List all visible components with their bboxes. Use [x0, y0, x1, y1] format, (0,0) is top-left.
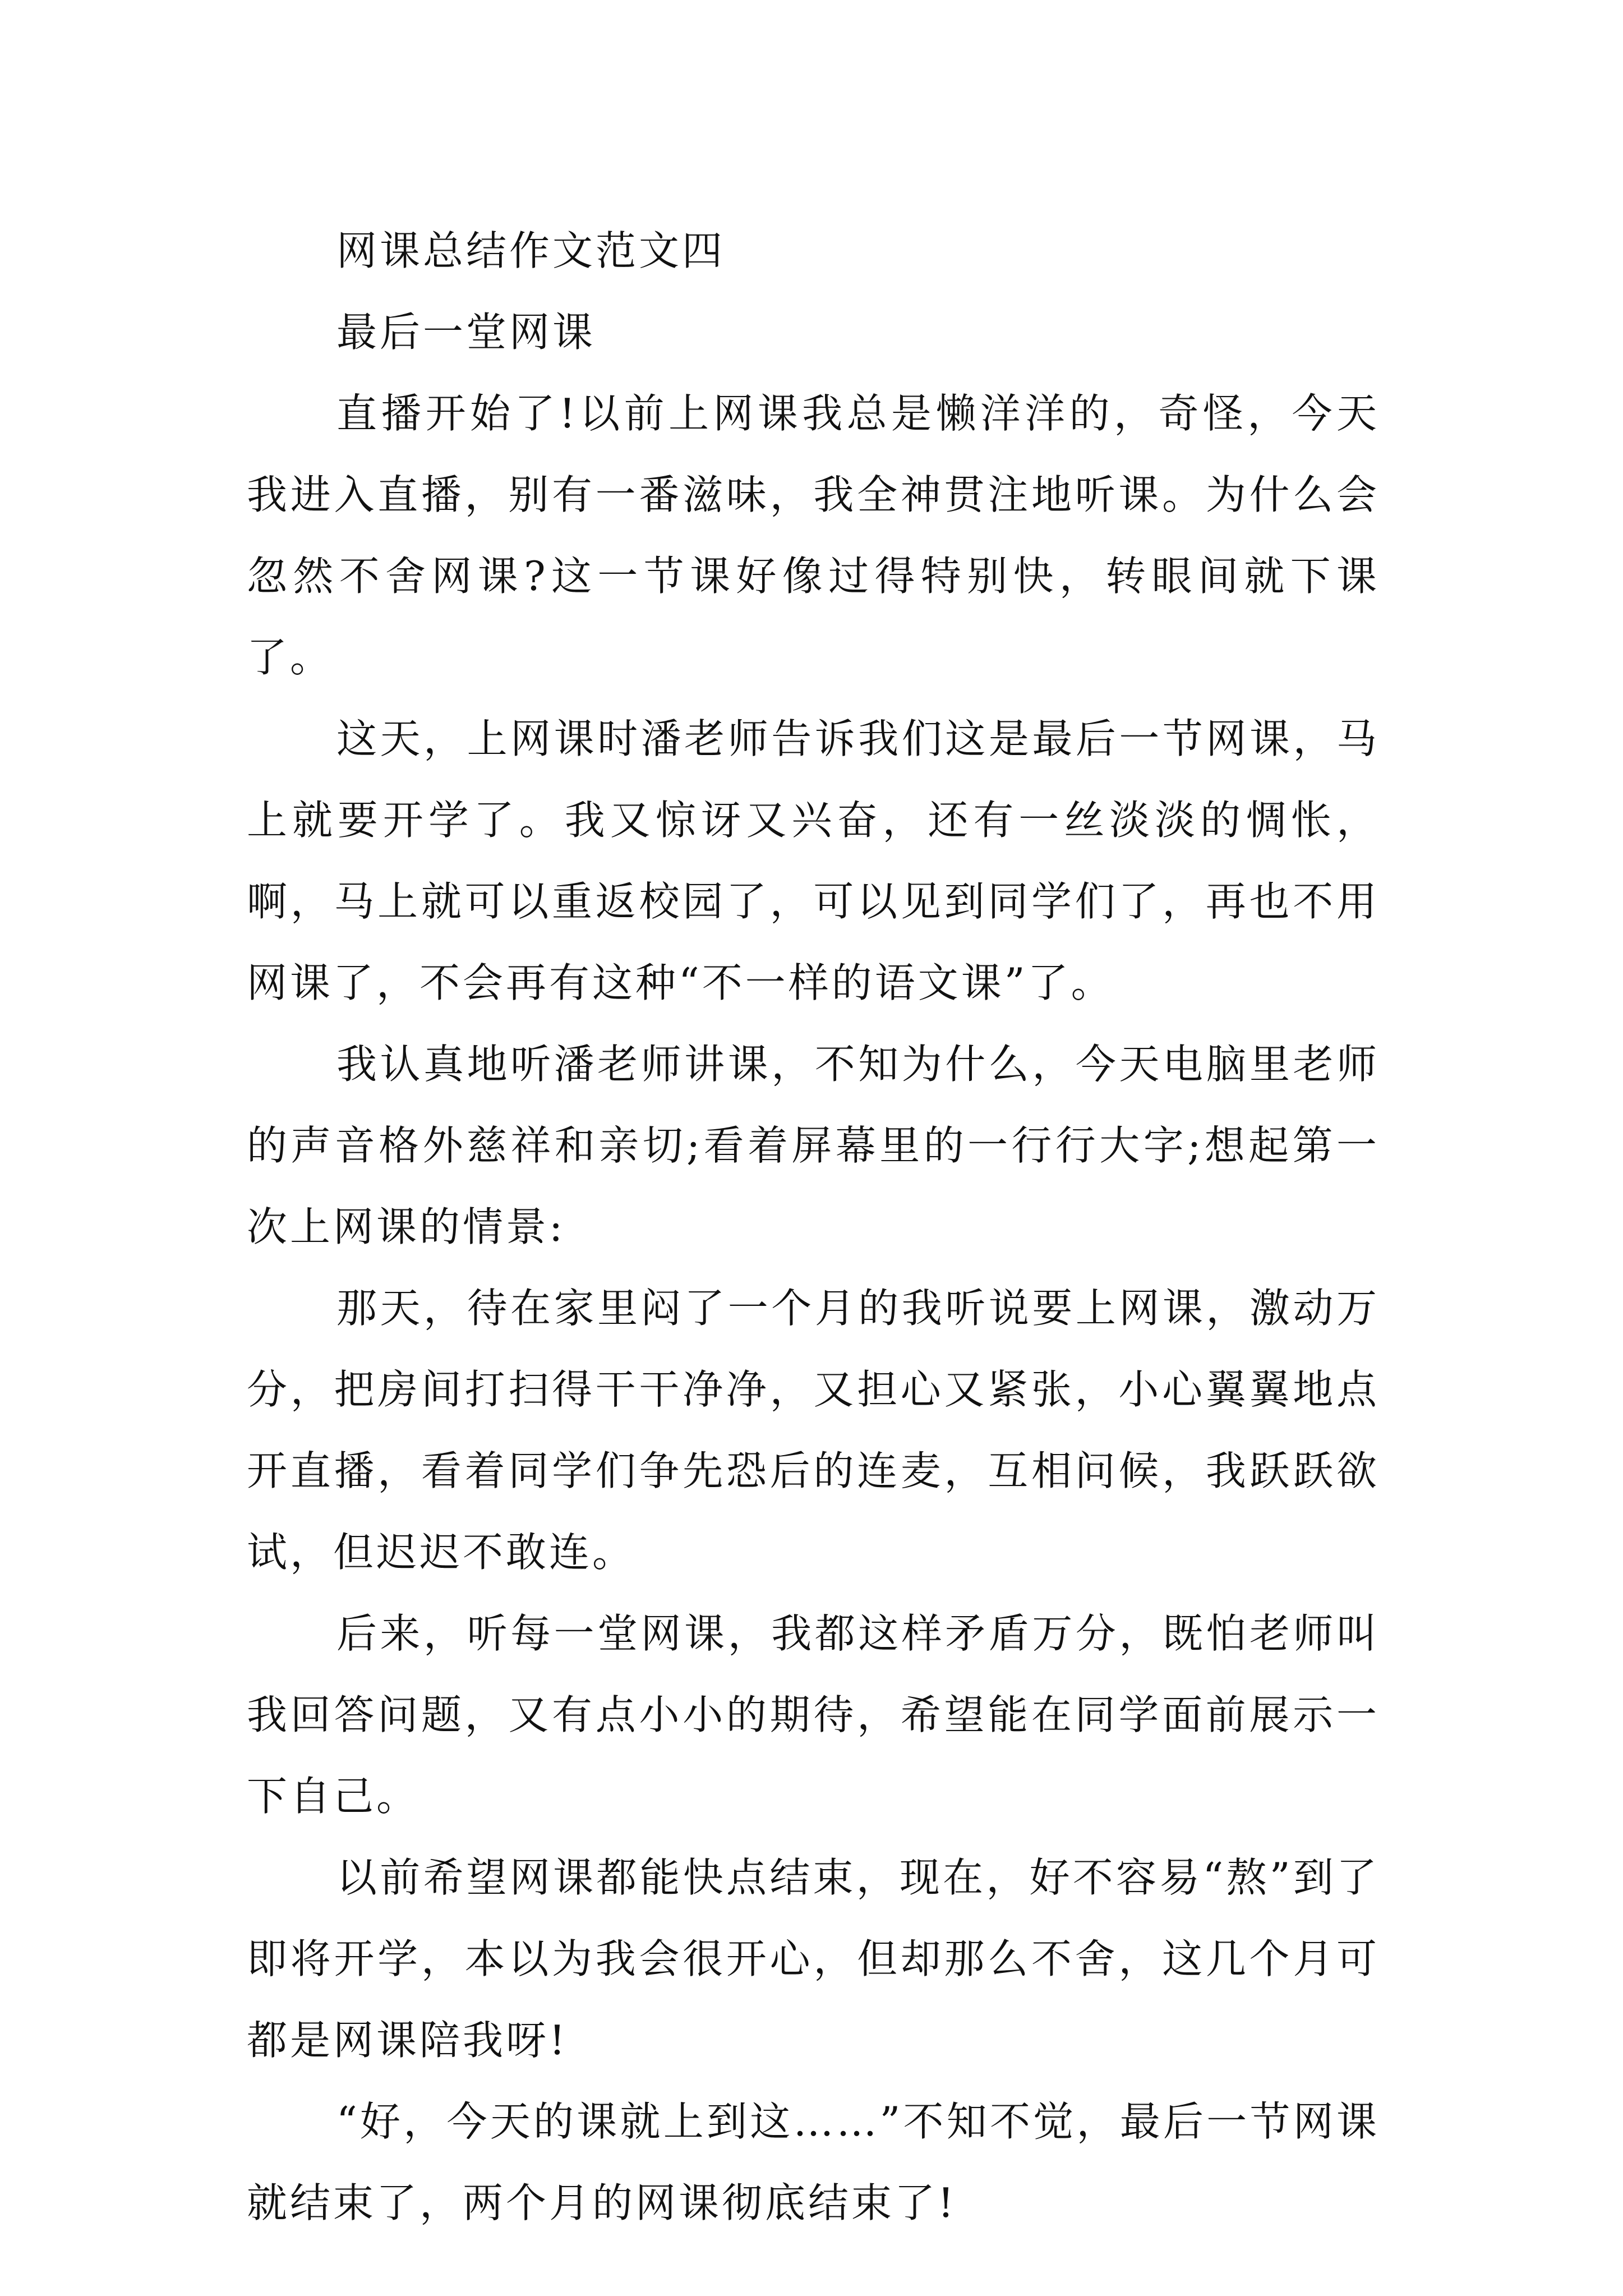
document-title: 网课总结作文范文四: [336, 227, 726, 274]
document-body: [247, 210, 1380, 2244]
essay-title: 最后一堂网课: [336, 309, 596, 356]
paragraph-1: 直播开始了!以前上网课我总是懒洋洋的，奇怪，今天我进入直播，别有一番滋味，我全神贯注地听课。为什么会忽然不舍网课?这一节课好像过得特别快，转眼间就下课了。: [247, 390, 1380, 681]
paragraph-5: 后来，听每一堂网课，我都这样矛盾万分，既怕老师叫我回答问题，又有点小小的期待，希望能在同学面前展示一下自己。: [247, 1610, 1380, 1820]
paragraph-6: 以前希望网课都能快点结束，现在，好不容易“熬”到了即将开学，本以为我会很开心，但却那么不舍，这几个月可都是网课陪我呀!: [247, 1854, 1380, 2064]
paragraph-3: 我认真地听潘老师讲课，不知为什么，今天电脑里老师的声音格外慈祥和亲切;看着屏幕里的一行行大字;想起第一次上网课的情景:: [247, 1041, 1380, 1250]
paragraph-7: “好，今天的课就上到这……”不知不觉，最后一节网课就结束了，两个月的网课彻底结束了!: [247, 2098, 1380, 2226]
paragraph-4: 那天，待在家里闷了一个月的我听说要上网课，激动万分，把房间打扫得干干净净，又担心又紧张，小心翼翼地点开直播，看着同学们争先恐后的连麦，互相问候，我跃跃欲试，但迟迟不敢连。: [247, 1285, 1380, 1576]
paragraph-2: 这天，上网课时潘老师告诉我们这是最后一节网课，马上就要开学了。我又惊讶又兴奋，还有一丝淡淡的惆怅，啊，马上就可以重返校园了，可以见到同学们了，再也不用网课了，不会再有这种“不一样的语文课”了。: [247, 715, 1380, 1006]
